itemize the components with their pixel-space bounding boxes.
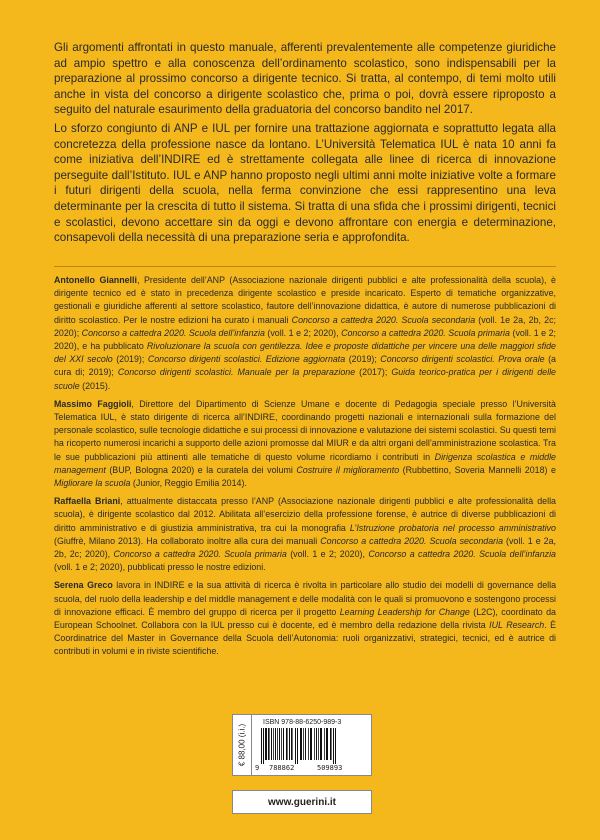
- bio-text: (voll. 1 e 2a, 2b, 2c; 2020),: [54, 535, 556, 560]
- book-title: Concorso dirigenti scolastici. Edizione aggiornata: [147, 354, 346, 365]
- book-title: Learning Leadership for Change: [339, 606, 470, 617]
- barcode-digits-right: 509893: [317, 764, 343, 772]
- book-title: IUL Research: [489, 620, 545, 631]
- barcode-bar: [265, 728, 267, 760]
- barcode-bar: [305, 728, 306, 760]
- bio-text: (BUP, Bologna 2020) e la curatela dei volumi: [105, 464, 297, 475]
- barcode-bar: [277, 728, 278, 760]
- bio-text: (voll. 1 e 2; 2020),: [264, 327, 342, 338]
- barcode-bar: [324, 728, 325, 760]
- isbn-text: ISBN 978-88-6250-989-3: [263, 719, 342, 726]
- bio-text: (voll. 1 e 2; 2020), e ha pubblicato: [54, 327, 556, 352]
- barcode-bar: [316, 728, 317, 760]
- book-title: Concorso a cattedra 2020. Scuola primaria: [113, 549, 287, 560]
- barcode-digit-first: 9: [255, 764, 260, 772]
- barcode-bar: [300, 728, 302, 760]
- barcode-bar: [333, 728, 334, 764]
- barcode-bar: [286, 728, 288, 760]
- barcode-bar: [303, 728, 304, 760]
- book-title: Concorso a cattedra 2020. Scuola secondaria: [291, 314, 476, 325]
- price-label: [233, 715, 252, 775]
- intro-paragraph-1: Gli argomenti affrontati in questo manuale, afferenti prevalentemente alle competenze giuridiche ad ampio spettro e alla conoscenza dell’ordinamento scolastico, sono indispensabili per la preparazione al prossimo concorso a dirigente tecnico. Si tratta, al contempo, di temi molto utili anche in vista del concorso a dirigente scolastico che, prima o poi, dovrà essere riproposto a seguito del naturale esaurimento della graduatoria del concorso bandito nel 2017.: [54, 41, 556, 117]
- barcode-bar: [289, 728, 290, 760]
- barcode-bar: [330, 728, 332, 760]
- bio-text: . È Coordinatrice del Master in Governance della Scuola dell’Autonomia: ruoli organizzativi, strategici, tecnici, ed è autrice di contributi in volumi e in riviste scientifiche.: [54, 620, 557, 657]
- barcode-bar: [291, 728, 293, 760]
- book-title: Concorso dirigenti scolastici. Manuale per la preparazione: [117, 367, 356, 378]
- bio-text: (L2C), coordinato da European Schoolnet. Collabora con la IUL presso cui è docente, ed è membro della redazione della rivista: [54, 606, 556, 631]
- book-title: Dirigenza scolastica e middle management: [54, 451, 556, 475]
- barcode-box: [232, 714, 372, 776]
- bio-text: lavora in INDIRE e la sua attività di ricerca è rivolta in particolare allo studio dei modelli di governance della scuola, del ruolo della leadership e del middle management e delle modalità con le quali si promuovono e sostengono processi di innovazione efficaci. È membro del gruppo di ricerca per il progetto: [54, 580, 557, 617]
- bio-text: (voll. 1 e 2; 2020), pubblicati presso le nostre edizioni.: [54, 562, 266, 573]
- publisher-website[interactable]: www.guerini.it: [232, 790, 372, 814]
- bio-text: (Junior, Reggio Emilia 2014).: [130, 478, 247, 489]
- barcode-bar: [320, 728, 322, 760]
- barcode-bar: [273, 728, 274, 760]
- author-name: Antonello Giannelli: [54, 275, 137, 285]
- book-title: Guida teorico-pratica per i dirigenti delle scuole: [54, 367, 556, 391]
- book-title: L’Istruzione probatoria nel processo amministrativo: [349, 522, 556, 533]
- bio-text: (Rubbettino, Soveria Mannelli 2018) e: [399, 464, 556, 475]
- author-bio: [54, 495, 556, 574]
- barcode-bars: [255, 728, 367, 764]
- bio-text: , Presidente dell’ANP (Associazione nazionale dirigenti pubblici e alte professionalità della scuola), è dirigente tecnico ed è stato in precedenza dirigente scolastico e preside incaricato. Esperto di tematiche organizzative, gestionali e giuridiche afferenti al settore scolastico, fautore dell’innovazione didattica, è autore di numerose pubblicazioni di diritto scolastico. Per le nostre edizioni ha curato i manuali: [54, 275, 556, 325]
- barcode-bar: [335, 728, 336, 764]
- bio-text: (voll. 1 e 2; 2020),: [286, 549, 369, 560]
- author-bios: [54, 274, 556, 664]
- author-bio: [54, 398, 556, 490]
- barcode-bar: [295, 728, 296, 764]
- barcode-bar: [275, 728, 276, 760]
- bio-text: (voll. 1e 2a, 2b, 2c; 2020);: [54, 314, 556, 338]
- book-title: Concorso a cattedra 2020. Scuola secondaria: [320, 535, 504, 546]
- barcode-bar: [283, 728, 284, 760]
- barcode-bar: [314, 728, 315, 760]
- book-title: Concorso a cattedra 2020. Scuola primaria: [341, 327, 510, 338]
- bio-text: (2017);: [355, 367, 392, 378]
- barcode-bar: [308, 728, 309, 760]
- author-bio: [54, 579, 556, 658]
- barcode-digits-left: 788862: [269, 764, 295, 772]
- barcode-bar: [326, 728, 328, 760]
- book-title: Rivoluzionare la scuola con gentilezza. Idee e proposte didattiche per vincere una delle maggiori sfide del XXI secolo: [54, 341, 556, 365]
- book-title: Concorso a cattedra 2020. Scuola dell’infanzia: [81, 327, 265, 338]
- bio-text: (2019);: [345, 354, 381, 365]
- price-text: € 88,00 (i.i.): [237, 723, 247, 767]
- book-title: Concorso a cattedra 2020. Scuola dell’infanzia: [368, 549, 556, 560]
- barcode-bar: [271, 728, 272, 760]
- author-name: Serena Greco: [54, 580, 113, 591]
- intro-text: [54, 40, 556, 249]
- book-title: Costruire il miglioramento: [296, 464, 400, 475]
- bio-text: (2019);: [112, 354, 148, 365]
- barcode-bar: [318, 728, 319, 760]
- author-bio: [54, 274, 556, 393]
- barcode-bar: [261, 728, 262, 764]
- barcode-bar: [310, 728, 312, 760]
- divider: [54, 266, 556, 267]
- bio-text: , Direttore del Dipartimento di Scienze Umane e docente di Pedagogia speciale presso l’Università Telematica IUL, è stato dirigente di ricerca all’INDIRE, coordinando progetti nazionali e internazionali sulla formazione del personale scolastico, sulle tecnologie didattiche e sui processi di innovazione e valutazione dei sistemi scolastici. Su questi temi ha ricoperto numerosi incarichi a supporto delle azioni promosse dal MIUR e da altri organi dell’amministrazione scolastica. Tra le sue pubblicazioni più attinenti alle tematiche di questo volume ricordiamo i contributi in: [54, 398, 556, 462]
- author-name: Raffaella Briani: [54, 496, 121, 507]
- bio-text: (2015).: [79, 380, 111, 391]
- barcode-bar: [297, 728, 298, 764]
- book-title: Migliorare la scuola: [54, 478, 131, 489]
- bio-text: (Giuffrè, Milano 2013). Ha collaborato inoltre alla cura dei manuali: [54, 535, 321, 546]
- bio-text: , attualmente distaccata presso l’ANP (Associazione nazionale dirigenti pubblici e alte professionalità della scuola), è dirigente scolastico dal 2012. Abilitata all’esercizio della professione forense, è autrice di diverse pubblicazioni di diritto amministrativo e di giustizia amministrativa, tra cui la monografia: [54, 496, 556, 533]
- intro-paragraph-2: Lo sforzo congiunto di ANP e IUL per fornire una trattazione aggiornata e soprattutto legata alla concretezza della professione nasce da lontano. L’Università Telematica IUL è nata 10 anni fa come iniziativa dell’INDIRE ed è strettamente collegata alle linee di ricerca di innovazione perseguite dall’Istituto. IUL e ANP hanno proposto negli ultimi anni molte iniziative volte a formare i futuri dirigenti della scuola, nella ferma convinzione che essi rappresentino una leva determinante per la crescita di tutto il sistema. Si tratta di una sfida che i prossimi dirigenti, tecnici e scolastici, devono accettare sin da oggi e devono affrontare con energia e determinazione, consapevoli della necessità di una preparazione seria e approfondita.: [54, 121, 556, 245]
- bio-text: (a cura di; 2019);: [54, 354, 556, 378]
- barcode-bar: [281, 728, 282, 760]
- author-name: Massimo Faggioli: [54, 398, 132, 409]
- barcode-bar: [268, 728, 270, 760]
- barcode-bar: [279, 728, 280, 760]
- barcode-bar: [263, 728, 264, 764]
- book-title: Concorso dirigenti scolastici. Prova orale: [380, 354, 545, 365]
